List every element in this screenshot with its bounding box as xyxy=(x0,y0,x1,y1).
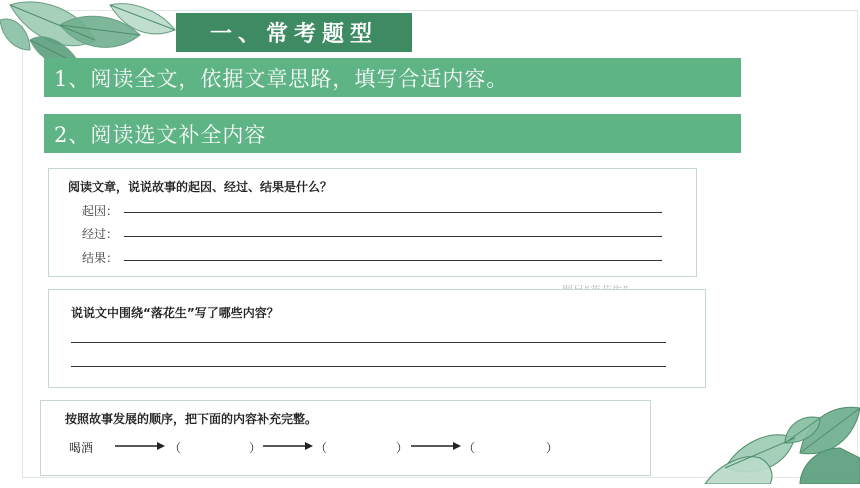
right-arrow-icon xyxy=(115,439,167,453)
row-label-cause: 起因： xyxy=(82,204,119,218)
flow-slot-open: （ xyxy=(315,441,328,455)
answer-line[interactable] xyxy=(124,212,662,213)
task-bar-1: 1、阅读全文，依据文章思路，填写合适内容。 xyxy=(44,58,741,97)
question-text: 阅读文章，说说故事的起因、经过、结果是什么？ xyxy=(68,180,333,194)
answer-line[interactable] xyxy=(71,366,666,367)
answer-line[interactable] xyxy=(124,260,662,261)
flow-slot-open: （ xyxy=(169,441,182,455)
question-text: 按照故事发展的顺序，把下面的内容补充完整。 xyxy=(65,412,318,426)
row-label-process: 经过： xyxy=(82,227,119,241)
task-bar-2: 2、阅读选文补全内容 xyxy=(44,114,741,153)
right-arrow-icon xyxy=(411,439,463,453)
flow-slot-close: ） xyxy=(249,441,262,455)
leaf-cluster-bottom-right-icon xyxy=(700,398,860,484)
flow-slot-close: ） xyxy=(396,441,409,455)
flow-slot-close: ） xyxy=(546,441,559,455)
flow-start-label: 喝酒 xyxy=(69,441,94,455)
answer-line[interactable] xyxy=(71,342,666,343)
flow-slot-open: （ xyxy=(463,441,476,455)
right-arrow-icon xyxy=(263,439,315,453)
question-card-2 xyxy=(48,289,706,388)
answer-line[interactable] xyxy=(124,236,662,237)
section-title: 一、常考题型 xyxy=(176,13,412,52)
row-label-result: 结果： xyxy=(82,251,119,265)
question-card-1 xyxy=(48,168,697,277)
question-text: 说说文中围绕“落花生”写了哪些内容？ xyxy=(71,306,279,320)
question-card-3 xyxy=(40,400,651,476)
